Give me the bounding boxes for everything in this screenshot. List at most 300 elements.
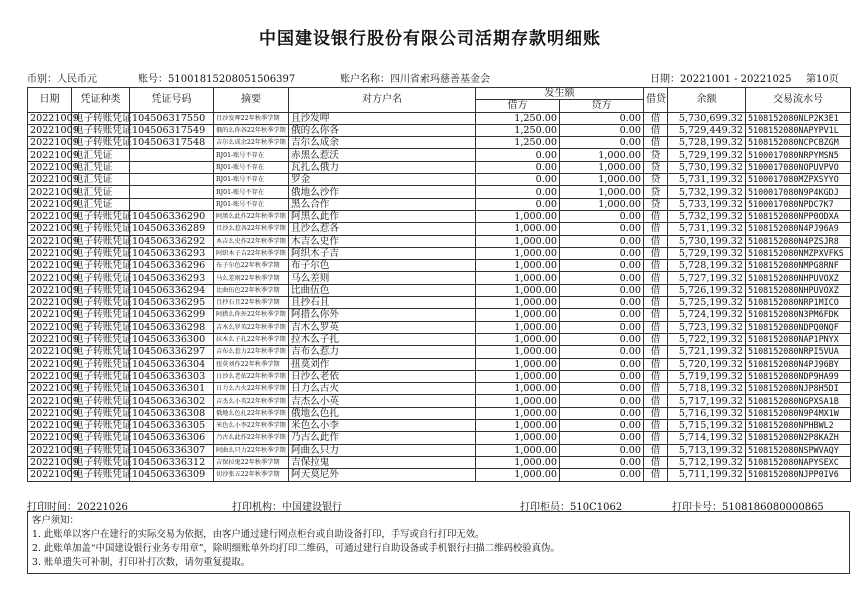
cell-serial: 5108152080NMZPXVFKS <box>746 247 851 259</box>
cell-type: 电子转账凭证 <box>72 260 130 272</box>
cell-dc: 借 <box>644 358 668 370</box>
cell-party: 赤黑么惹沃 <box>289 149 476 161</box>
cell-party: 吉杰么小英 <box>289 395 476 407</box>
cell-dc: 借 <box>644 346 668 358</box>
cell-party: 日力么古火 <box>289 383 476 395</box>
cell-serial: 5108152080NGPXSA1B <box>746 395 851 407</box>
cell-summary: 吉尔么成余22年秋季学期 <box>214 137 289 149</box>
cell-type: 电子转账凭证 <box>72 456 130 468</box>
cell-serial: 5108152080N3PM6FDK <box>746 309 851 321</box>
cell-dc: 贷 <box>644 149 668 161</box>
cell-credit: 1,000.00 <box>560 149 644 161</box>
cell-dc: 借 <box>644 137 668 149</box>
cell-serial: 5108152080N2P8KAZH <box>746 432 851 444</box>
cell-credit: 1,000.00 <box>560 161 644 173</box>
cell-credit: 0.00 <box>560 297 644 309</box>
col-counterparty: 对方户名 <box>289 88 476 113</box>
cell-debit: 0.00 <box>476 186 560 198</box>
cell-balance: 5,730,699.32 <box>668 112 746 124</box>
cell-party: 吉尔么成余 <box>289 137 476 149</box>
cell-balance: 5,717,199.32 <box>668 395 746 407</box>
cell-type: 电子转账凭证 <box>72 432 130 444</box>
cell-date: 20221009 <box>28 210 72 222</box>
cell-serial: 5108152080N4PZSJR8 <box>746 235 851 247</box>
cell-credit: 0.00 <box>560 284 644 296</box>
table-row <box>28 456 851 468</box>
cell-debit: 1,250.00 <box>476 112 560 124</box>
cell-debit: 1,000.00 <box>476 235 560 247</box>
table-row <box>28 297 851 309</box>
cell-no: 104506336303 <box>130 370 214 382</box>
cell-no: 104506317548 <box>130 137 214 149</box>
cell-serial: 5108152080NJP8H5DI <box>746 383 851 395</box>
cell-debit: 1,000.00 <box>476 272 560 284</box>
cell-debit: 0.00 <box>476 149 560 161</box>
cell-balance: 5,715,199.32 <box>668 420 746 432</box>
cell-balance: 5,729,449.32 <box>668 124 746 136</box>
cell-credit: 1,000.00 <box>560 174 644 186</box>
cell-dc: 借 <box>644 407 668 419</box>
cell-dc: 借 <box>644 444 668 456</box>
account-number: 账号：51001815208051506397 <box>138 74 296 85</box>
cell-balance: 5,721,199.32 <box>668 346 746 358</box>
cell-serial: 5108152080N4PJ96A9 <box>746 223 851 235</box>
cell-summary: 吉木么罗英22年秋季学期 <box>214 321 289 333</box>
cell-party: 扭莫刘作 <box>289 358 476 370</box>
cell-serial: 5108152080NDPQ0NQF <box>746 321 851 333</box>
cell-serial: 5108152080NHPUVOXZ <box>746 284 851 296</box>
notice-line: 1. 此账单以客户在建行的实际交易为依据，由客户通过建行网点柜台或自助设备打印，手写或自行打印无效。 <box>32 529 485 540</box>
cell-date: 20221009 <box>28 284 72 296</box>
cell-balance: 5,730,199.32 <box>668 235 746 247</box>
col-date: 日期 <box>28 88 72 113</box>
col-serial: 交易流水号 <box>746 88 851 113</box>
cell-party: 俄地么沙作 <box>289 186 476 198</box>
cell-type: 电汇凭证 <box>72 149 130 161</box>
date-range: 日期：20221001 - 20221025 <box>650 74 792 85</box>
cell-serial: 5100017080MZPXSYYO <box>746 174 851 186</box>
cell-party: 吉布么惹力 <box>289 346 476 358</box>
cell-no: 104506336294 <box>130 284 214 296</box>
cell-party: 阿黑么此作 <box>289 210 476 222</box>
table-row <box>28 370 851 382</box>
cell-credit: 1,000.00 <box>560 198 644 210</box>
cell-no: 104506336300 <box>130 333 214 345</box>
cell-serial: 5108152080NRPI5VUA <box>746 346 851 358</box>
cell-summary: 阿措么你外22年秋季学期 <box>214 309 289 321</box>
cell-serial: 5108152080NHPUVOXZ <box>746 272 851 284</box>
cell-serial: 5108152080NCPCBZGM <box>746 137 851 149</box>
cell-debit: 1,000.00 <box>476 370 560 382</box>
cell-no: 104506336297 <box>130 346 214 358</box>
cell-summary: 俄的么你各22年秋季学期 <box>214 124 289 136</box>
cell-credit: 0.00 <box>560 137 644 149</box>
cell-credit: 0.00 <box>560 395 644 407</box>
table-row <box>28 210 851 222</box>
cell-date: 20221009 <box>28 247 72 259</box>
cell-type: 电子转账凭证 <box>72 210 130 222</box>
print-teller: 打印柜员：510C1062 <box>520 502 623 513</box>
cell-debit: 1,000.00 <box>476 309 560 321</box>
cell-party: 马么差则 <box>289 272 476 284</box>
currency-label: 币别：人民币元 <box>27 74 97 85</box>
cell-party: 黑么合作 <box>289 198 476 210</box>
cell-debit: 1,000.00 <box>476 284 560 296</box>
table-row <box>28 137 851 149</box>
cell-no <box>130 174 214 186</box>
cell-credit: 0.00 <box>560 370 644 382</box>
table-row <box>28 198 851 210</box>
cell-no: 104506336304 <box>130 358 214 370</box>
cell-debit: 1,000.00 <box>476 210 560 222</box>
cell-balance: 5,727,199.32 <box>668 272 746 284</box>
table-row <box>28 284 851 296</box>
cell-date: 20221009 <box>28 432 72 444</box>
cell-party: 日沙么老依 <box>289 370 476 382</box>
cell-debit: 0.00 <box>476 198 560 210</box>
cell-summary: RJ01-账号不存在 <box>214 186 289 198</box>
table-row <box>28 407 851 419</box>
cell-summary: 扭莫刘作22年秋季学期 <box>214 358 289 370</box>
cell-debit: 1,250.00 <box>476 124 560 136</box>
cell-summary: 切沙张五22年秋季学期 <box>214 469 289 481</box>
cell-credit: 0.00 <box>560 407 644 419</box>
cell-no: 104506336299 <box>130 309 214 321</box>
cell-date: 20221009 <box>28 174 72 186</box>
cell-summary: RJ01-账号不存在 <box>214 174 289 186</box>
cell-summary: 马么差则22年秋季学期 <box>214 272 289 284</box>
table-row <box>28 383 851 395</box>
cell-serial: 5108152080NRP1MICO <box>746 297 851 309</box>
cell-dc: 借 <box>644 370 668 382</box>
cell-no: 104506336308 <box>130 407 214 419</box>
cell-party: 乃古么此作 <box>289 432 476 444</box>
cell-dc: 借 <box>644 469 668 481</box>
print-time: 打印时间：20221026 <box>27 502 128 513</box>
cell-dc: 借 <box>644 432 668 444</box>
col-voucher-no: 凭证号码 <box>130 88 214 113</box>
cell-date: 20221009 <box>28 358 72 370</box>
cell-debit: 1,000.00 <box>476 333 560 345</box>
cell-party: 木吉么史作 <box>289 235 476 247</box>
cell-balance: 5,712,199.32 <box>668 456 746 468</box>
cell-dc: 借 <box>644 383 668 395</box>
print-card: 打印卡号：5108186080000865 <box>672 502 824 513</box>
account-name: 账户名称：四川省索玛慈善基金会 <box>340 74 490 85</box>
cell-date: 20221009 <box>28 346 72 358</box>
cell-summary: 木吉么史作22年秋季学期 <box>214 235 289 247</box>
cell-type: 电子转账凭证 <box>72 321 130 333</box>
cell-no: 104506336306 <box>130 432 214 444</box>
cell-credit: 0.00 <box>560 469 644 481</box>
cell-balance: 5,718,199.32 <box>668 383 746 395</box>
cell-summary: 阿曲么只力22年秋季学期 <box>214 444 289 456</box>
cell-party: 拉木么子扎 <box>289 333 476 345</box>
table-row <box>28 174 851 186</box>
cell-type: 电子转账凭证 <box>72 112 130 124</box>
cell-dc: 借 <box>644 309 668 321</box>
cell-no: 104506336309 <box>130 469 214 481</box>
page-number: 第10页 <box>806 74 839 85</box>
cell-balance: 5,716,199.32 <box>668 407 746 419</box>
cell-dc: 贷 <box>644 161 668 173</box>
col-credit: 贷方 <box>560 100 644 112</box>
cell-type: 电汇凭证 <box>72 174 130 186</box>
cell-credit: 0.00 <box>560 247 644 259</box>
cell-date: 20221009 <box>28 149 72 161</box>
cell-summary: 阿织木子吉22年秋季学期 <box>214 247 289 259</box>
cell-credit: 0.00 <box>560 260 644 272</box>
cell-dc: 借 <box>644 124 668 136</box>
cell-date: 20221009 <box>28 456 72 468</box>
cell-summary: 拉木么子扎22年秋季学期 <box>214 333 289 345</box>
cell-date: 20221009 <box>28 407 72 419</box>
table-row <box>28 161 851 173</box>
cell-dc: 借 <box>644 395 668 407</box>
cell-date: 20221009 <box>28 137 72 149</box>
cell-debit: 1,000.00 <box>476 346 560 358</box>
cell-serial: 5100017080N9P4KGDJ <box>746 186 851 198</box>
col-amount: 发生额 <box>476 88 644 100</box>
cell-type: 电子转账凭证 <box>72 358 130 370</box>
cell-debit: 1,000.00 <box>476 456 560 468</box>
cell-no: 104506336305 <box>130 420 214 432</box>
cell-party: 俄的么你各 <box>289 124 476 136</box>
table-row <box>28 272 851 284</box>
table-row <box>28 149 851 161</box>
cell-credit: 0.00 <box>560 444 644 456</box>
cell-serial: 5108152080NSPWVAQY <box>746 444 851 456</box>
cell-no: 104506336298 <box>130 321 214 333</box>
cell-credit: 0.00 <box>560 432 644 444</box>
cell-debit: 1,000.00 <box>476 469 560 481</box>
cell-summary: RJ01-账号不存在 <box>214 161 289 173</box>
cell-party: 吉木么罗英 <box>289 321 476 333</box>
table-row <box>28 260 851 272</box>
cell-summary: 且抄石且22年秋季学期 <box>214 297 289 309</box>
cell-debit: 1,000.00 <box>476 223 560 235</box>
cell-balance: 5,724,199.32 <box>668 309 746 321</box>
cell-date: 20221009 <box>28 383 72 395</box>
cell-balance: 5,720,199.32 <box>668 358 746 370</box>
cell-debit: 1,000.00 <box>476 383 560 395</box>
cell-party: 且沙么惹各 <box>289 223 476 235</box>
cell-balance: 5,719,199.32 <box>668 370 746 382</box>
cell-type: 电子转账凭证 <box>72 383 130 395</box>
cell-debit: 0.00 <box>476 161 560 173</box>
cell-type: 电子转账凭证 <box>72 370 130 382</box>
cell-balance: 5,731,199.32 <box>668 223 746 235</box>
cell-dc: 借 <box>644 297 668 309</box>
cell-party: 俄地么色扎 <box>289 407 476 419</box>
cell-balance: 5,729,199.32 <box>668 247 746 259</box>
cell-serial: 5108152080NPHBWL2 <box>746 420 851 432</box>
cell-no: 104506336296 <box>130 260 214 272</box>
cell-serial: 5108152080NLP2K3E1 <box>746 112 851 124</box>
col-balance: 余额 <box>668 88 746 113</box>
cell-no: 104506336302 <box>130 395 214 407</box>
cell-balance: 5,732,199.32 <box>668 186 746 198</box>
cell-balance: 5,711,199.32 <box>668 469 746 481</box>
cell-party: 布子尔色 <box>289 260 476 272</box>
notice-heading: 客户须知： <box>32 515 79 526</box>
table-row <box>28 420 851 432</box>
notice-line: 3. 账单遗失可补制，打印补打次数，请勿重复提取。 <box>32 557 251 568</box>
cell-summary: RJ01-账号不存在 <box>214 198 289 210</box>
col-voucher-type: 凭证种类 <box>72 88 130 113</box>
cell-date: 20221009 <box>28 333 72 345</box>
customer-notice <box>27 511 850 574</box>
transaction-table <box>27 87 851 482</box>
col-dc: 借贷 <box>644 88 668 113</box>
cell-dc: 借 <box>644 235 668 247</box>
cell-date: 20221009 <box>28 260 72 272</box>
cell-type: 电子转账凭证 <box>72 333 130 345</box>
cell-credit: 0.00 <box>560 420 644 432</box>
table-row <box>28 186 851 198</box>
cell-credit: 0.00 <box>560 112 644 124</box>
cell-serial: 5108152080NAP1PNYX <box>746 333 851 345</box>
cell-debit: 1,000.00 <box>476 358 560 370</box>
cell-type: 电子转账凭证 <box>72 235 130 247</box>
table-row <box>28 444 851 456</box>
table-row <box>28 358 851 370</box>
cell-serial: 5108152080N4PJ96BY <box>746 358 851 370</box>
table-row <box>28 321 851 333</box>
notice-line: 2. 此账单加盖“中国建设银行业务专用章”，除明细账单外均打印二维码，可通过建行自助设备或手机银行扫描二维码校验真伪。 <box>32 543 560 554</box>
cell-serial: 5100017080NRPYMSN5 <box>746 149 851 161</box>
cell-balance: 5,728,199.32 <box>668 260 746 272</box>
cell-no: 104506336312 <box>130 456 214 468</box>
print-org: 打印机构：中国建设银行 <box>232 502 342 513</box>
cell-date: 20221009 <box>28 198 72 210</box>
cell-party: 罗金 <box>289 174 476 186</box>
cell-no: 104506336293 <box>130 272 214 284</box>
cell-debit: 1,000.00 <box>476 260 560 272</box>
cell-debit: 1,000.00 <box>476 444 560 456</box>
cell-debit: 1,000.00 <box>476 420 560 432</box>
cell-balance: 5,725,199.32 <box>668 297 746 309</box>
cell-date: 20221009 <box>28 370 72 382</box>
cell-no: 104506317549 <box>130 124 214 136</box>
cell-serial: 5108152080N9P4MX1W <box>746 407 851 419</box>
table-row <box>28 346 851 358</box>
cell-balance: 5,722,199.32 <box>668 333 746 345</box>
cell-credit: 0.00 <box>560 309 644 321</box>
cell-type: 电子转账凭证 <box>72 420 130 432</box>
cell-credit: 0.00 <box>560 383 644 395</box>
table-row <box>28 124 851 136</box>
table-row <box>28 223 851 235</box>
cell-party: 阿织木子吉 <box>289 247 476 259</box>
cell-date: 20221009 <box>28 124 72 136</box>
cell-type: 电子转账凭证 <box>72 297 130 309</box>
col-summary: 摘要 <box>214 88 289 113</box>
cell-date: 20221009 <box>28 297 72 309</box>
cell-party: 且沙发呷 <box>289 112 476 124</box>
cell-no <box>130 161 214 173</box>
cell-type: 电子转账凭证 <box>72 272 130 284</box>
cell-type: 电子转账凭证 <box>72 137 130 149</box>
cell-credit: 0.00 <box>560 346 644 358</box>
cell-date: 20221009 <box>28 444 72 456</box>
cell-credit: 0.00 <box>560 321 644 333</box>
cell-no <box>130 198 214 210</box>
table-row <box>28 309 851 321</box>
cell-credit: 0.00 <box>560 124 644 136</box>
cell-no: 104506336295 <box>130 297 214 309</box>
cell-type: 电子转账凭证 <box>72 346 130 358</box>
cell-credit: 1,000.00 <box>560 186 644 198</box>
cell-debit: 1,000.00 <box>476 297 560 309</box>
cell-summary: 吉布么惹力22年秋季学期 <box>214 346 289 358</box>
cell-dc: 借 <box>644 112 668 124</box>
cell-summary: 日力么古火22年秋季学期 <box>214 383 289 395</box>
cell-debit: 1,250.00 <box>476 137 560 149</box>
cell-date: 20221009 <box>28 186 72 198</box>
cell-type: 电子转账凭证 <box>72 444 130 456</box>
statement-title: 中国建设银行股份有限公司活期存款明细账 <box>259 29 601 49</box>
cell-date: 20221009 <box>28 395 72 407</box>
cell-dc: 贷 <box>644 198 668 210</box>
table-row <box>28 247 851 259</box>
cell-serial: 5108152080NAPYPV1L <box>746 124 851 136</box>
cell-debit: 1,000.00 <box>476 395 560 407</box>
cell-debit: 1,000.00 <box>476 432 560 444</box>
cell-debit: 1,000.00 <box>476 407 560 419</box>
cell-serial: 5108152080NAPYSEXC <box>746 456 851 468</box>
cell-party: 米色么小李 <box>289 420 476 432</box>
cell-credit: 0.00 <box>560 235 644 247</box>
cell-type: 电子转账凭证 <box>72 124 130 136</box>
cell-dc: 贷 <box>644 186 668 198</box>
cell-balance: 5,729,199.32 <box>668 149 746 161</box>
cell-debit: 0.00 <box>476 174 560 186</box>
table-row <box>28 333 851 345</box>
cell-balance: 5,713,199.32 <box>668 444 746 456</box>
cell-balance: 5,730,199.32 <box>668 161 746 173</box>
cell-summary: 且沙么惹各22年秋季学期 <box>214 223 289 235</box>
table-row <box>28 112 851 124</box>
cell-no <box>130 149 214 161</box>
cell-credit: 0.00 <box>560 358 644 370</box>
cell-party: 比曲伍色 <box>289 284 476 296</box>
cell-dc: 借 <box>644 456 668 468</box>
cell-summary: 布子尔色22年秋季学期 <box>214 260 289 272</box>
cell-no: 104506336301 <box>130 383 214 395</box>
cell-serial: 5108152080NJPP0IV6 <box>746 469 851 481</box>
cell-balance: 5,732,199.32 <box>668 210 746 222</box>
cell-type: 电汇凭证 <box>72 198 130 210</box>
cell-party: 吉保拉鬼 <box>289 456 476 468</box>
cell-balance: 5,723,199.32 <box>668 321 746 333</box>
cell-type: 电子转账凭证 <box>72 407 130 419</box>
cell-summary: 吉杰么小英22年秋季学期 <box>214 395 289 407</box>
cell-serial: 5108152080NPP0ODXA <box>746 210 851 222</box>
cell-balance: 5,731,199.32 <box>668 174 746 186</box>
cell-credit: 0.00 <box>560 210 644 222</box>
cell-no: 104506336293 <box>130 247 214 259</box>
cell-balance: 5,733,199.32 <box>668 198 746 210</box>
cell-date: 20221009 <box>28 161 72 173</box>
cell-summary: RJ01-账号不存在 <box>214 149 289 161</box>
cell-summary: 阿黑么此作22年秋季学期 <box>214 210 289 222</box>
cell-no: 104506336307 <box>130 444 214 456</box>
cell-debit: 1,000.00 <box>476 247 560 259</box>
cell-date: 20221009 <box>28 112 72 124</box>
cell-dc: 借 <box>644 420 668 432</box>
cell-dc: 借 <box>644 321 668 333</box>
